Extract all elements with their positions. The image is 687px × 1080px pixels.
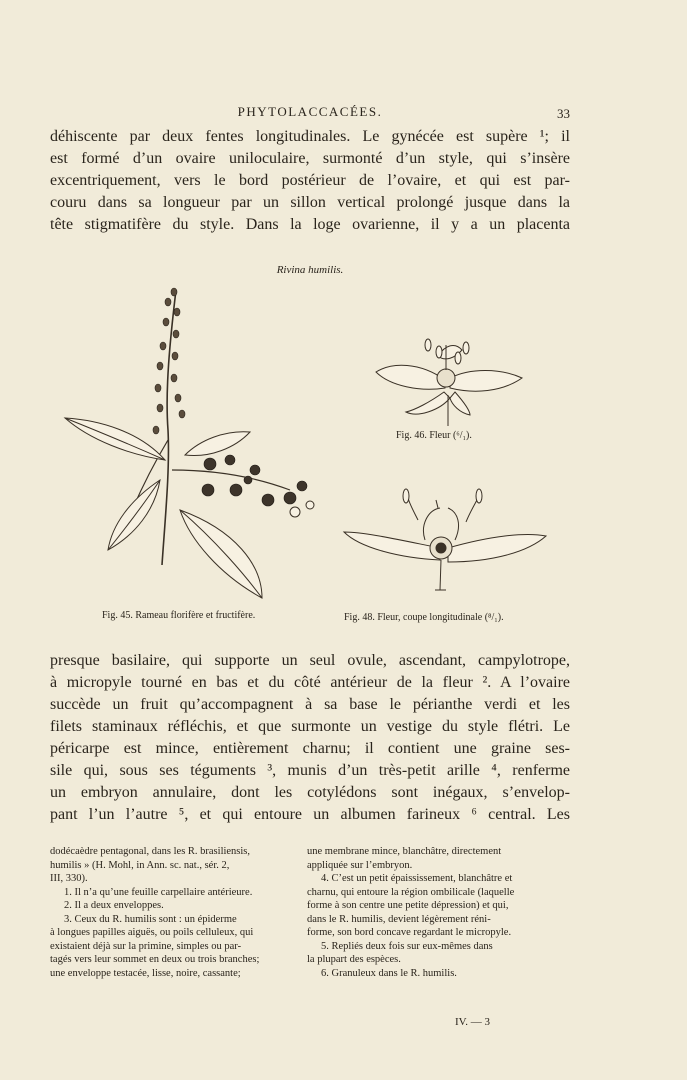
text-line: filets staminaux réfléchis, et que surmonte un vestige du style flétri. Le [50,718,570,735]
text-line: sile qui, sous ses téguments ³, munis d’un très-petit arille ⁴, renferme [50,762,570,779]
text-line: pant l’un l’autre ⁵, et qui entoure un albumen farineux ⁶ central. Les [50,806,570,823]
footnote-line: 3. Ceux du R. humilis sont : un épiderme [64,913,237,925]
footnote-line: 2. Il a deux enveloppes. [64,900,164,911]
footnote-line: à longues papilles aiguës, ou poils celluleux, qui [50,927,254,938]
footnote-line: 4. C’est un petit épaississement, blanchâtre et [321,873,513,884]
flower-section-illustration [344,489,546,590]
footnote-line: appliquée sur l’embryon. [307,859,413,871]
footnote-line: une enveloppe testacée, lisse, noire, cassante; [50,967,241,979]
flower-illustration [376,339,522,426]
footnote-line: 6. Granuleux dans le R. humilis. [321,967,457,979]
footnote-line: dans le R. humilis, devient légèrement réni- [307,913,491,925]
footnote-line: humilis » (H. Mohl, in Ann. sc. nat., sér. 2, [50,859,230,871]
footnote-line: charnu, qui entoure la région ombilicale (laquelle [307,886,515,898]
page-number: 33 [557,106,570,121]
footnote-line: forme, son bord concave regardant le micropyle. [307,927,512,938]
figure-48-caption: Fig. 48. Fleur, coupe longitudinale (⁸/₁). [344,612,504,623]
footnote-line: III, 330). [50,873,88,884]
branch-illustration [65,288,314,598]
text-line: couru dans sa longueur par un sillon vertical prolongé jusque dans la [50,194,570,211]
footnote-line: une membrane mince, blanchâtre, directement [307,846,502,857]
footnote-line: forme à son centre une petite dépression) et qui, [307,900,509,911]
footnote-line: existaient déjà sur la primine, simples ou par- [50,940,242,952]
text-line: péricarpe est mince, entièrement charnu; il contient une graine ses- [50,740,570,757]
footnote-line: la plupart des espèces. [307,954,401,965]
text-line: à micropyle tourné en bas et du côté antérieur de la fleur ². A l’ovaire [50,674,570,691]
text-line: tête stigmatifère du style. Dans la loge ovarienne, il y a un placenta [50,216,570,233]
footnote-line: 5. Repliés deux fois sur eux-mêmes dans [321,940,493,952]
plate-title: Rivina humilis. [276,264,344,276]
figure-46-caption: Fig. 46. Fleur (⁶/₁). [396,430,472,441]
footnotes-left [50,845,293,980]
text-line: succède un fruit qu’accompagnent à sa base le périanthe verdi et les [50,696,570,713]
text-line: un embryon annulaire, dont les cotylédons sont inégaux, s’envelop- [50,784,570,801]
signature-mark: IV. — 3 [455,1016,490,1028]
text-line: excentriquement, vers le bord postérieur de l’ovaire, et qui est par- [50,172,570,189]
paragraph-bottom [50,650,570,826]
footnote-line: 1. Il n’a qu’une feuille carpellaire antérieure. [64,886,253,898]
figure-45-caption: Fig. 45. Rameau florifère et fructifère. [102,610,256,621]
footnote-line: tagés vers leur sommet en deux ou trois branches; [50,954,260,965]
footnote-line: dodécaèdre pentagonal, dans les R. brasiliensis, [50,846,251,857]
text-line: presque basilaire, qui supporte un seul ovule, ascendant, campylotrope, [50,652,570,669]
footnotes-right [307,845,563,980]
running-head-title: PHYTOLACCACÉES. [237,104,383,119]
text-line: déhiscente par deux fentes longitudinales. Le gynécée est supère ¹; il [50,128,570,145]
text-line: est formé d’un ovaire uniloculaire, surmonté d’un style, qui s’insère [50,150,570,167]
